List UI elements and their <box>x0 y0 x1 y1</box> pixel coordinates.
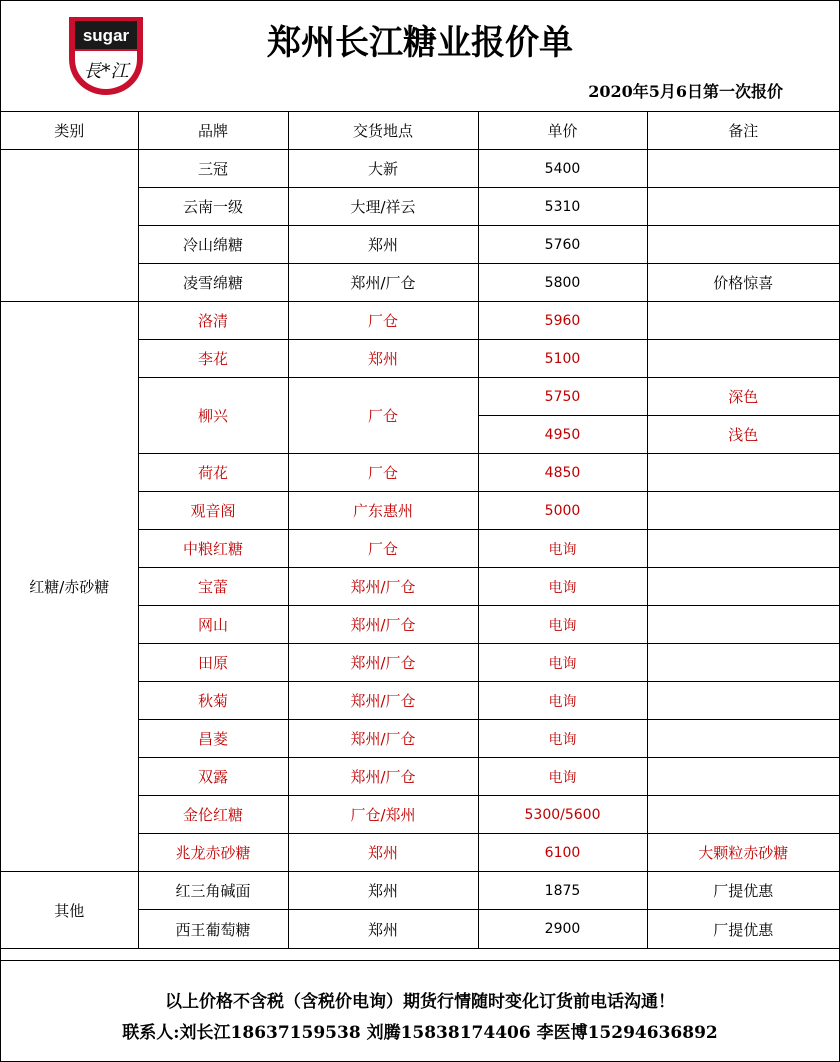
brand-cell: 金伦红糖 <box>138 796 288 834</box>
quote-date: 2020年5月6日第一次报价 <box>588 82 783 101</box>
price-cell: 5310 <box>478 188 647 226</box>
note-cell <box>647 758 839 796</box>
price-cell: 电询 <box>478 720 647 758</box>
brand-cell: 云南一级 <box>138 188 288 226</box>
brand-cell: 凌雪绵糖 <box>138 264 288 302</box>
brand-cell: 昌菱 <box>138 720 288 758</box>
location-cell: 郑州/厂仓 <box>288 606 478 644</box>
price-cell: 1875 <box>478 872 647 910</box>
note-cell <box>647 302 839 340</box>
column-header-brand: 品牌 <box>138 112 288 150</box>
note-cell <box>647 150 839 188</box>
note-cell: 浅色 <box>647 416 839 454</box>
note-cell <box>647 340 839 378</box>
price-cell: 电询 <box>478 682 647 720</box>
price-cell: 5400 <box>478 150 647 188</box>
location-cell: 郑州/厂仓 <box>288 758 478 796</box>
location-cell: 郑州/厂仓 <box>288 720 478 758</box>
category-cell: 红糖/赤砂糖 <box>1 302 138 872</box>
note-cell <box>647 226 839 264</box>
price-cell: 2900 <box>478 910 647 949</box>
note-cell: 价格惊喜 <box>647 264 839 302</box>
table-header-row <box>1 112 839 150</box>
price-cell: 5750 <box>478 378 647 416</box>
brand-cell: 田原 <box>138 644 288 682</box>
brand-cell: 网山 <box>138 606 288 644</box>
sheet-header <box>1 1 839 112</box>
location-cell: 厂仓 <box>288 454 478 492</box>
price-cell: 5000 <box>478 492 647 530</box>
price-cell: 4950 <box>478 416 647 454</box>
location-cell: 郑州/厂仓 <box>288 568 478 606</box>
footer-disclaimer: 以上价格不含税（含税价电询）期货行情随时变化订货前电话沟通！ <box>165 992 675 1012</box>
location-cell: 广东惠州 <box>288 492 478 530</box>
note-cell <box>647 530 839 568</box>
column-header-price: 单价 <box>478 112 647 150</box>
note-cell: 大颗粒赤砂糖 <box>647 834 839 872</box>
price-cell: 5800 <box>478 264 647 302</box>
logo-text: 長*江 <box>83 61 129 82</box>
location-cell: 郑州 <box>288 226 478 264</box>
location-cell: 厂仓 <box>288 530 478 568</box>
note-cell <box>647 492 839 530</box>
note-cell <box>647 454 839 492</box>
footer-contacts: 联系人:刘长江18637159538 刘腾15838174406 李医博15294636892 <box>122 1023 718 1043</box>
price-cell: 电询 <box>478 530 647 568</box>
price-cell: 电询 <box>478 644 647 682</box>
location-cell: 郑州/厂仓 <box>288 682 478 720</box>
note-cell <box>647 568 839 606</box>
location-cell: 郑州/厂仓 <box>288 264 478 302</box>
note-cell <box>647 188 839 226</box>
table-row <box>1 150 839 188</box>
brand-cell: 秋菊 <box>138 682 288 720</box>
location-cell: 厂仓 <box>288 378 478 454</box>
brand-cell: 三冠 <box>138 150 288 188</box>
note-cell <box>647 644 839 682</box>
sheet-footer <box>1 960 839 1061</box>
note-cell <box>647 606 839 644</box>
brand-cell: 西王葡萄糖 <box>138 910 288 949</box>
location-cell: 郑州 <box>288 872 478 910</box>
brand-cell: 红三角碱面 <box>138 872 288 910</box>
logo-text: sugar <box>82 26 130 45</box>
brand-cell: 柳兴 <box>138 378 288 454</box>
location-cell: 郑州 <box>288 910 478 949</box>
brand-cell: 兆龙赤砂糖 <box>138 834 288 872</box>
brand-cell: 中粮红糖 <box>138 530 288 568</box>
location-cell: 郑州 <box>288 340 478 378</box>
price-table <box>1 112 839 949</box>
note-cell <box>647 682 839 720</box>
category-cell <box>1 150 138 302</box>
location-cell: 厂仓/郑州 <box>288 796 478 834</box>
brand-cell: 宝蕾 <box>138 568 288 606</box>
column-header-note: 备注 <box>647 112 839 150</box>
brand-cell: 洛清 <box>138 302 288 340</box>
brand-cell: 荷花 <box>138 454 288 492</box>
note-cell <box>647 720 839 758</box>
table-row <box>1 302 839 340</box>
price-cell: 6100 <box>478 834 647 872</box>
column-header-location: 交货地点 <box>288 112 478 150</box>
category-cell: 其他 <box>1 872 138 949</box>
brand-cell: 双露 <box>138 758 288 796</box>
column-header-category: 类别 <box>1 112 138 150</box>
price-cell: 5760 <box>478 226 647 264</box>
price-cell: 电询 <box>478 758 647 796</box>
location-cell: 大新 <box>288 150 478 188</box>
brand-cell: 李花 <box>138 340 288 378</box>
location-cell: 郑州 <box>288 834 478 872</box>
note-cell: 深色 <box>647 378 839 416</box>
table-row <box>1 872 839 910</box>
note-cell <box>647 796 839 834</box>
brand-cell: 观音阁 <box>138 492 288 530</box>
brand-cell: 冷山绵糖 <box>138 226 288 264</box>
location-cell: 厂仓 <box>288 302 478 340</box>
note-cell: 厂提优惠 <box>647 872 839 910</box>
price-cell: 电询 <box>478 606 647 644</box>
location-cell: 大理/祥云 <box>288 188 478 226</box>
location-cell: 郑州/厂仓 <box>288 644 478 682</box>
price-cell: 4850 <box>478 454 647 492</box>
price-cell: 5300/5600 <box>478 796 647 834</box>
price-cell: 5100 <box>478 340 647 378</box>
price-cell: 电询 <box>478 568 647 606</box>
note-cell: 厂提优惠 <box>647 910 839 949</box>
page-title: 郑州长江糖业报价单 <box>267 23 573 63</box>
price-cell: 5960 <box>478 302 647 340</box>
